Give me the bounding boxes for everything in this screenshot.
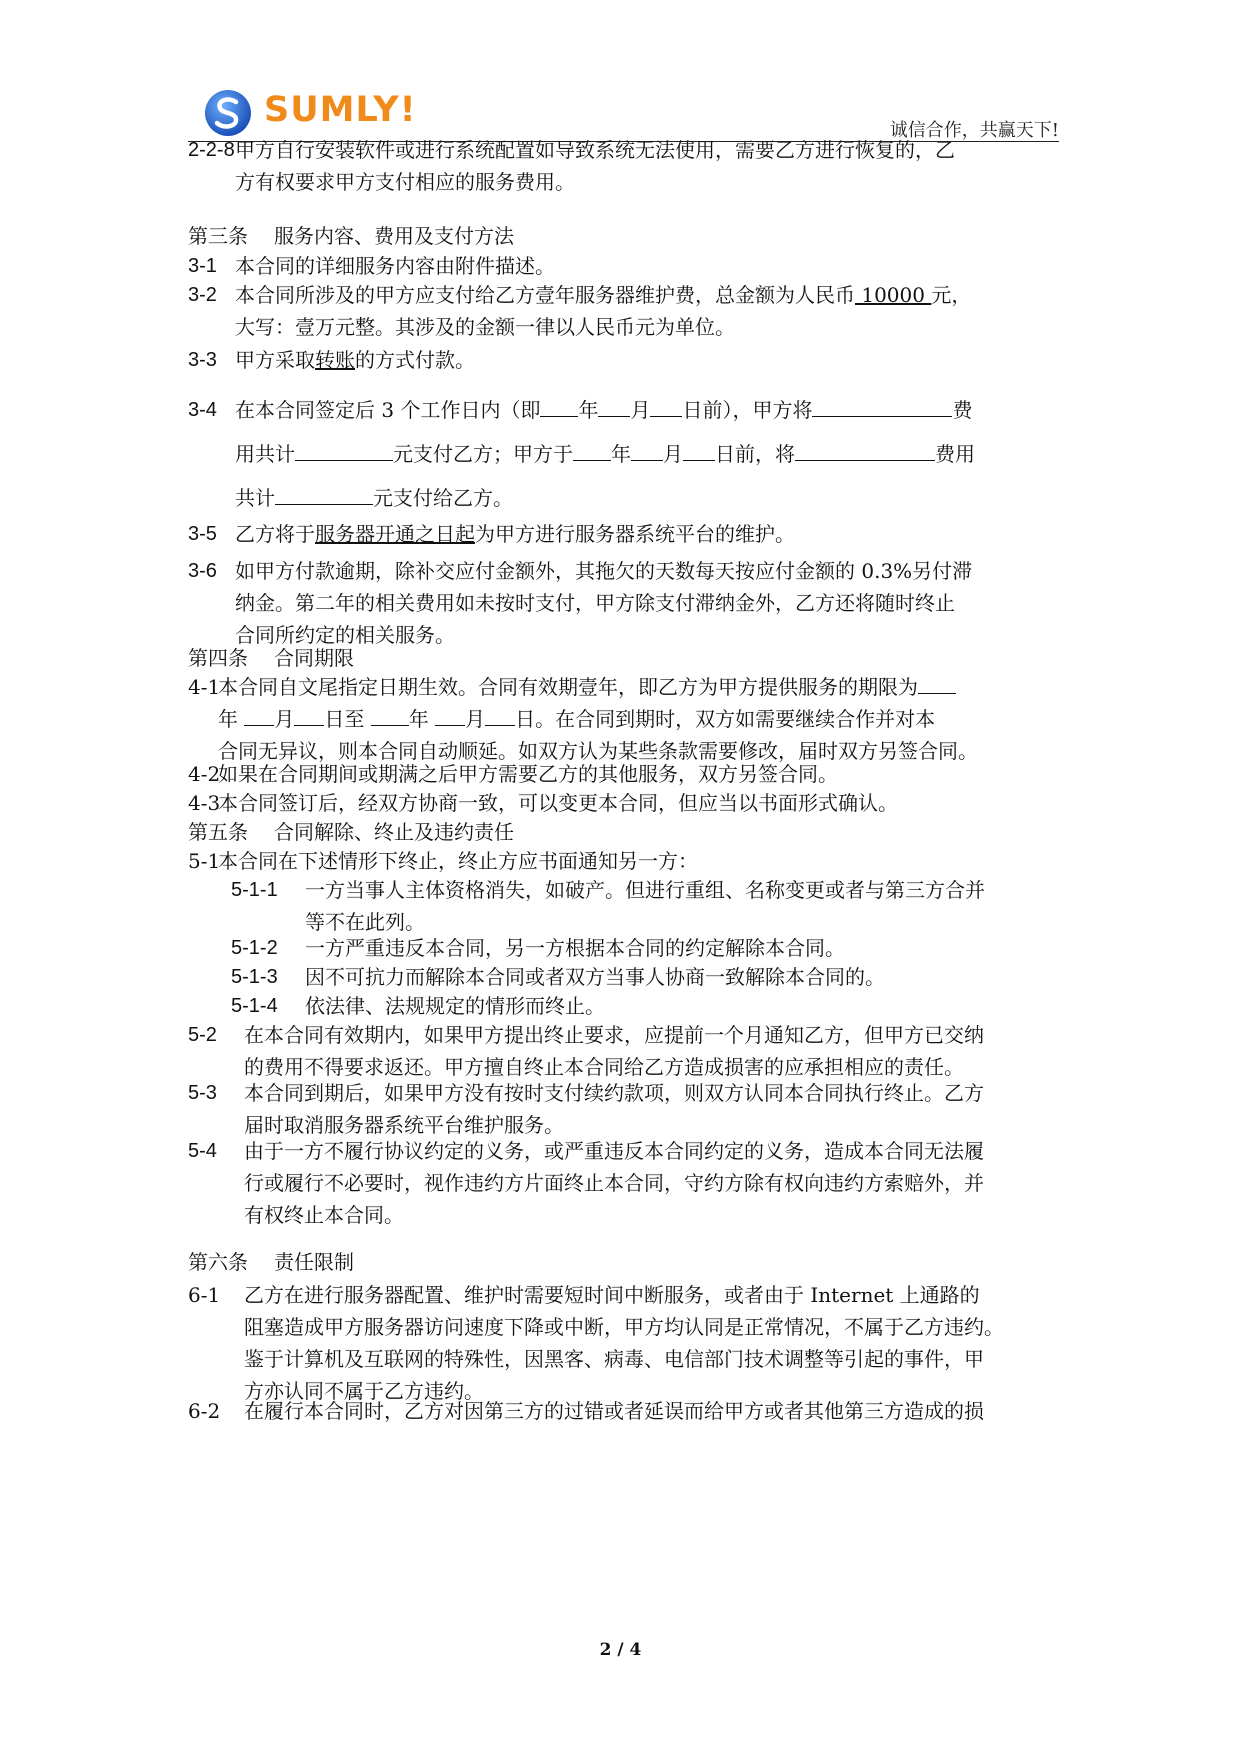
blank-field	[650, 398, 682, 417]
clause-text: 甲方自行安装软件或进行系统配置如导致系统无法使用，需要乙方进行恢复的，乙	[235, 138, 955, 162]
clause-3-3: 3-3 甲方采取转账的方式付款。	[188, 348, 475, 372]
clause-3-4: 3-4 在本合同签定后 3 个工作日内（即 年 月 日前），甲方将 费 用共计 元支付乙方；甲方于 年 月 日前，将 费用 共计 元支付给乙方。	[188, 398, 975, 510]
clause-5-1: 5-1 本合同在下述情形下终止，终止方应书面通知另一方：	[188, 849, 698, 873]
clause-5-1-3: 5-1-3 因不可抗力而解除本合同或者双方当事人协商一致解除本合同的。	[231, 965, 885, 989]
page-number: 2 / 4	[599, 1640, 642, 1660]
blank-field	[295, 442, 393, 461]
blank-field	[795, 442, 935, 461]
clause-2-2-8	[188, 134, 1060, 198]
blank-field	[812, 398, 952, 417]
clause-5-1-1: 5-1-1 一方当事人主体资格消失，如破产。但进行重组、名称变更或者与第三方合并 等不在此列。	[231, 878, 985, 934]
clause-3-5: 3-5 乙方将于服务器开通之日起为甲方进行服务器系统平台的维护。	[188, 522, 795, 546]
payment-method: 转账	[315, 348, 355, 372]
clause-6-2: 6-2 在履行本合同时，乙方对因第三方的过错或者延误而给甲方或者其他第三方造成的损	[188, 1399, 984, 1423]
article-4-title: 第四条 合同期限	[188, 646, 354, 670]
brand-name: SUMLY!	[264, 90, 417, 130]
blank-field	[294, 707, 324, 726]
blank-field	[540, 398, 578, 417]
clause-3-1: 3-1 本合同的详细服务内容由附件描述。	[188, 254, 555, 278]
article-3-title: 第三条 服务内容、费用及支付方法	[188, 224, 514, 248]
blank-field	[371, 707, 409, 726]
blank-field	[598, 398, 630, 417]
clause-5-3: 5-3 本合同到期后，如果甲方没有按时支付续约款项，则双方认同本合同执行终止。乙方 届时取消服务器系统平台维护服务。	[188, 1081, 984, 1137]
clause-4-2: 4-2 如果在合同期间或期满之后甲方需要乙方的其他服务，双方另签合同。	[188, 762, 838, 786]
article-6-title: 第六条 责任限制	[188, 1250, 354, 1274]
clause-5-4: 5-4 由于一方不履行协议约定的义务，或严重违反本合同约定的义务，造成本合同无法履 行或履行不必要时，视作违约方片面终止本合同，守约方除有权向违约方索赔外，并 有权终止本合同。	[188, 1139, 984, 1227]
blank-field	[918, 675, 956, 694]
sumly-logo-icon	[203, 88, 253, 138]
clause-5-1-4: 5-1-4 依法律、法规规定的情形而终止。	[231, 994, 605, 1018]
article-5-title: 第五条 合同解除、终止及违约责任	[188, 820, 514, 844]
clause-3-2: 3-2 本合同所涉及的甲方应支付给乙方壹年服务器维护费，总金额为人民币 10000 元， 大写：壹万元整。其涉及的金额一律以人民币元为单位。	[188, 283, 972, 339]
clause-4-3: 4-3 本合同签订后，经双方协商一致，可以变更本合同，但应当以书面形式确认。	[188, 791, 898, 815]
clause-number: 2-2-8	[188, 139, 235, 161]
blank-field	[573, 442, 611, 461]
blank-field	[435, 707, 465, 726]
blank-field	[683, 442, 715, 461]
clause-6-1: 6-1 乙方在进行服务器配置、维护时需要短时间中断服务，或者由于 Internet 上通路的 阻塞造成甲方服务器访问速度下降或中断，甲方均认同是正常情况，不属于乙方违约。 鉴于计算机及互联网的特殊性，因黑客、病毒、电信部门技术调整等引起的事件，甲 方亦认同不属于乙方违约。	[188, 1283, 1004, 1403]
service-start: 服务器开通之日起	[315, 522, 475, 546]
clause-5-1-2: 5-1-2 一方严重违反本合同，另一方根据本合同的约定解除本合同。	[231, 936, 845, 960]
blank-field	[485, 707, 515, 726]
clause-4-1: 4-1 本合同自文尾指定日期生效。合同有效期壹年，即乙方为甲方提供服务的期限为 年 月 日至 年 月 日。在合同到期时，双方如需要继续合作并对本 合同无异议，则本合同自动顺延。如双方认为某些条款需要修改，届时双方另签合同。	[188, 675, 978, 763]
header-slogan: 诚信合作，共赢天下!	[889, 120, 1059, 141]
blank-field	[275, 486, 373, 505]
total-amount: 10000	[855, 283, 932, 307]
clause-text: 方有权要求甲方支付相应的服务费用。	[235, 170, 575, 194]
clause-5-2: 5-2 在本合同有效期内，如果甲方提出终止要求，应提前一个月通知乙方，但甲方已交纳 的费用不得要求返还。甲方擅自终止本合同给乙方造成损害的应承担相应的责任。	[188, 1023, 984, 1079]
blank-field	[244, 707, 274, 726]
blank-field	[631, 442, 663, 461]
clause-3-6: 3-6 如甲方付款逾期，除补交应付金额外，其拖欠的天数每天按应付金额的 0.3%另付滞 纳金。第二年的相关费用如未按时支付，甲方除支付滞纳金外，乙方还将随时终止 合同所约定的相关服务。	[188, 559, 973, 647]
